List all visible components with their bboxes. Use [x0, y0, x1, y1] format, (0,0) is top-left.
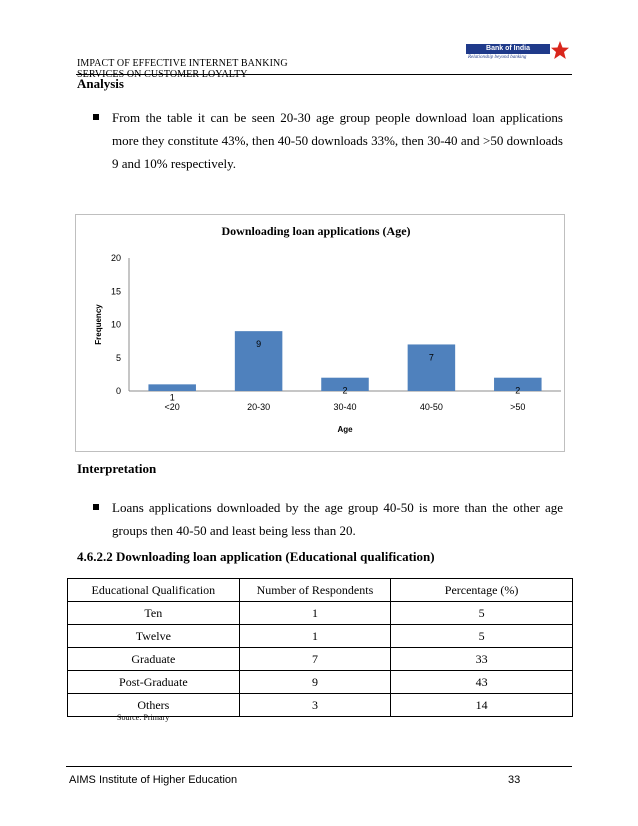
table-row [68, 671, 573, 694]
footer-divider [66, 766, 572, 767]
column-header: Educational Qualification [68, 579, 240, 602]
bullet-square-icon [93, 504, 99, 510]
table-source: Source: Primary [117, 713, 170, 722]
table-cell: 7 [239, 648, 391, 671]
table-cell: 5 [391, 602, 573, 625]
table-cell: 43 [391, 671, 573, 694]
x-tick-label: >50 [510, 402, 526, 412]
analysis-title: Analysis [77, 76, 124, 91]
interpretation-title: Interpretation [77, 461, 157, 476]
bar-data-label: 2 [342, 385, 348, 396]
y-tick-label: 0 [115, 386, 121, 396]
y-tick-label: 10 [110, 319, 121, 330]
table-cell: Others [68, 694, 240, 717]
bar-data-label: 1 [169, 392, 175, 403]
interpretation-text: Loans applications downloaded by the age group 40-50 is more than the other age groups then 40-50 and least being less than 20. [112, 500, 563, 538]
table-cell: 33 [391, 648, 573, 671]
chart-title: Downloading loan applications (Age) [221, 224, 411, 238]
table-cell: Graduate [68, 648, 240, 671]
x-tick-label: 20-30 [247, 402, 271, 412]
footer-institute: AIMS Institute of Higher Education [69, 774, 238, 786]
header-divider [76, 74, 572, 75]
chart-svg [76, 215, 564, 451]
section-heading: 4.6.2.2 Downloading loan application (Educational qualification) [77, 549, 435, 564]
table-row [68, 602, 573, 625]
x-tick-label: 30-40 [333, 402, 357, 412]
column-header: Percentage (%) [391, 579, 573, 602]
table-cell: 3 [239, 694, 391, 717]
x-axis-label: Age [337, 425, 353, 434]
header-line-1: IMPACT OF EFFECTIVE INTERNET BANKING [77, 58, 288, 69]
table-cell: 9 [239, 671, 391, 694]
table-header-row [68, 579, 573, 602]
logo-tagline: Relationship beyond banking [468, 55, 527, 60]
y-tick-label: 5 [115, 352, 121, 363]
y-axis-label: Frequency [94, 304, 103, 345]
star-icon [550, 40, 570, 60]
bar-data-label: 7 [428, 352, 434, 363]
table-cell: 14 [391, 694, 573, 717]
y-tick-label: 15 [110, 286, 121, 297]
bank-logo [466, 40, 570, 64]
table-row [68, 648, 573, 671]
table-cell: Post-Graduate [68, 671, 240, 694]
interpretation-bullet [93, 496, 563, 542]
y-tick-label: 20 [110, 253, 121, 263]
chart-bar [148, 384, 196, 391]
x-tick-label: 40-50 [419, 402, 443, 412]
bar-data-label: 9 [256, 339, 262, 350]
x-tick-label: <20 [164, 402, 180, 412]
logo-wordmark: Bank of India [466, 44, 550, 54]
table-cell: 5 [391, 625, 573, 648]
table-cell: 1 [239, 625, 391, 648]
analysis-text: From the table it can be seen 20-30 age group people download loan applications more they constitute 43%, then 40-50 downloads 33%, then 30-40 and >50 downloads 9 and 10% respectively. [112, 110, 563, 171]
table-cell: Ten [68, 602, 240, 625]
table-cell: Twelve [68, 625, 240, 648]
bullet-square-icon [93, 114, 99, 120]
analysis-bullet [93, 106, 563, 175]
table-cell: 1 [239, 602, 391, 625]
age-chart [75, 214, 565, 452]
bar-data-label: 2 [515, 385, 521, 396]
chart-bar [408, 344, 456, 391]
page-number: 33 [508, 774, 521, 786]
table-row [68, 625, 573, 648]
education-table [67, 578, 573, 717]
column-header: Number of Respondents [239, 579, 391, 602]
header-line-2: SERVICES ON CUSTOMER LOYALTY [77, 69, 248, 80]
